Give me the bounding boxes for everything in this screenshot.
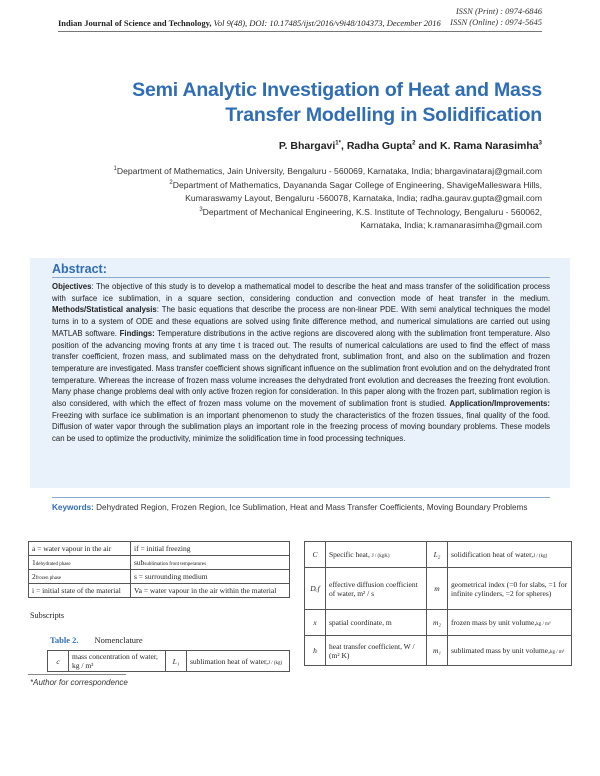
- objectives-text: : The objective of this study is to develop a mathematical model to describe the heat and mass transfer of the solidification process with surface ice sublimation, in a square section, considering conduction and convection mode of heat transfer in the medium.: [52, 282, 550, 303]
- subscripts-table: [28, 541, 290, 598]
- cell-sub: J / (kgK): [371, 554, 390, 559]
- table-cell: heat transfer coefficient, W / (m² K): [326, 636, 427, 666]
- issn-print: ISSN (Print) : 0974-6846: [455, 6, 542, 16]
- table-row: [29, 584, 290, 598]
- nomenclature-table-right: [304, 541, 572, 666]
- paper-title: Semi Analytic Investigation of Heat and Mass Transfer Modelling in Solidification: [132, 79, 542, 126]
- cell-main: sub: [134, 558, 145, 567]
- table-cell: geometrical index (=0 for slabs, =1 for infinite cylinders, =2 for spheres): [448, 568, 572, 610]
- table-cell: [448, 610, 572, 636]
- table-cell: i = initial state of the material: [29, 584, 131, 598]
- affiliation-3-line-2: Karnataka, India; k.ramanarasimha@gmail.com: [360, 220, 542, 231]
- affiliation-1-line-1: Department of Mathematics, Jain University, Bengaluru - 560069, Karnataka, India; bhargavinataraj@gmail.com: [116, 165, 542, 176]
- table-cell: L₁: [166, 651, 187, 672]
- issn-online: ISSN (Online) : 0974-5645: [450, 17, 542, 27]
- keywords-block: [52, 502, 552, 514]
- table-row: [29, 542, 290, 556]
- table-row: [48, 651, 290, 672]
- author-2-sup: 2: [412, 140, 416, 147]
- application-label: Application/Improvements:: [449, 399, 550, 409]
- findings-label: Findings:: [119, 328, 155, 338]
- table-cell: [187, 651, 290, 672]
- issn-block: [450, 6, 542, 28]
- table-cell: s = surrounding medium: [131, 570, 290, 584]
- abstract-body: [52, 281, 550, 445]
- table-row: [29, 556, 290, 570]
- table-cell: effective diffusion coefficient of water, m² / s: [326, 568, 427, 610]
- table-cell: C: [305, 542, 326, 568]
- table-cell: [131, 556, 290, 570]
- table-cell: spatial coordinate, m: [326, 610, 427, 636]
- cell-sub: dehydrated phase: [35, 562, 71, 567]
- cell-main: 1: [32, 558, 36, 567]
- author-3: K. Rama Narasimha: [440, 140, 539, 152]
- author-2: Radha Gupta: [346, 140, 413, 152]
- cell-sub: J / (kg): [533, 554, 548, 559]
- cell-main: sublimation heat of water,: [190, 656, 269, 666]
- cell-sub: sublimation front temperatures: [144, 562, 207, 567]
- findings-text: Temperature distributions in the active regions are discovered along with the sublimation front temperature. Also position of the advancing moving fronts at any time t is traced out. The results of numerical calculations are used to find the effect of mass transfer coefficient, frozen mass, and sublimated mass on the dehydrated front, sublimation front, and also on the sublimation and frozen temperature are investigated. Mass transfer coefficient shows significant influence on the sublimation front evolution and on the dehydrated front temperature. Whereas the increase of frozen mass volume increases the dehydrated front evolution and decreases the freezing front evolution. Many phase change problems deal with only active frozen region for consideration. In this paper along with the frozen part, sublimation region is also considered, with which the effect of frozen mass volume on the movement of sublimation front is studied.: [52, 328, 550, 409]
- author-1: P. Bhargavi: [278, 140, 336, 152]
- affiliation-2-line-2: Kumaraswamy Layout, Bengaluru -560078, Karnataka, India; radha.gaurav.gupta@gmail.com: [185, 193, 542, 204]
- cell-sub: kg / m³: [536, 622, 551, 627]
- table-row: [305, 636, 572, 666]
- keywords-text: Dehydrated Region, Frozen Region, Ice Sublimation, Heat and Mass Transfer Coefficients, Moving Boundary Problems: [93, 503, 528, 512]
- table-cell: if = initial freezing: [131, 542, 290, 556]
- methods-text: : The basic equations that describe the process are non-linear PDE. With semi analytical techniques the model turns in to a system of ODE and these equations are solved using finite difference method, and numerical simulations are carried out using MATLAB software.: [52, 305, 550, 338]
- table-row: [305, 610, 572, 636]
- abstract-heading: Abstract:: [52, 262, 107, 276]
- author-sep-2: and: [415, 140, 441, 152]
- subscripts-label: Subscripts: [30, 611, 65, 620]
- affiliation-3: [62, 204, 542, 233]
- table-cell: x: [305, 610, 326, 636]
- cell-main: solidification heat of water,: [451, 550, 534, 559]
- cell-main: sublimated mass by unit volume,: [451, 646, 550, 655]
- methods-label: Methods/Statistical analysis: [52, 305, 157, 315]
- table-cell: m: [427, 568, 448, 610]
- table-cell: a = water vapour in the air: [29, 542, 131, 556]
- table-cell: mass concentration of water, kg / m³: [69, 651, 166, 672]
- abstract-divider: [52, 277, 550, 278]
- table-cell: Va = water vapour in the air within the material: [131, 584, 290, 598]
- journal-reference: Vol 9(48), DOI: 10.17485/ijst/2016/v9i48/104373, December 2016: [213, 18, 441, 28]
- table-cell: m₂: [427, 610, 448, 636]
- table-2-caption: [50, 635, 143, 645]
- application-text: Freezing with surface ice sublimation is an important phenomenon to study the characteristics of the frozen tissues, final quality of the food. Diffusion of water vapor through the sublimation plays an important role in the freezing process of moving boundary problems. These models can be used to optimize the productivity, minimize the solidification time in food processing techniques.: [52, 410, 550, 444]
- keywords-divider: [52, 497, 550, 498]
- affiliation-3-sup: 3: [199, 207, 203, 213]
- author-line: [279, 140, 542, 152]
- correspondence-footnote: *Author for correspondence: [30, 678, 128, 687]
- journal-name: Indian Journal of Science and Technology,: [58, 18, 212, 28]
- table-cell: m₁: [427, 636, 448, 666]
- table-row: [29, 570, 290, 584]
- table-2-label: Table 2.: [50, 635, 79, 645]
- keywords-label: Keywords:: [52, 503, 94, 512]
- header-divider: [58, 31, 542, 32]
- cell-main: Specific heat,: [329, 550, 370, 559]
- objectives-label: Objectives: [52, 282, 92, 291]
- table-cell: [448, 636, 572, 666]
- affiliation-2: [62, 177, 542, 206]
- journal-line: [58, 18, 441, 28]
- table-cell: L₂: [427, 542, 448, 568]
- affiliation-3-line-1: Department of Mechanical Engineering, K.S. Institute of Technology, Bengaluru - 560062,: [202, 206, 542, 217]
- affiliation-2-line-1: Department of Mathematics, Dayananda Sagar College of Engineering, ShavigeMalleswara Hills,: [172, 179, 542, 190]
- table-cell: [29, 556, 131, 570]
- table-2-title: Nomenclature: [94, 635, 143, 645]
- author-1-sup: 1*: [335, 140, 341, 147]
- affiliation-2-sup: 2: [169, 180, 173, 186]
- table-cell: c: [48, 651, 69, 672]
- cell-sub: J / (kg): [268, 660, 283, 666]
- nomenclature-table-left: [47, 650, 290, 672]
- table-row: [305, 542, 572, 568]
- affiliation-1-sup: 1: [113, 166, 117, 172]
- cell-sub: kg / m³: [549, 650, 565, 655]
- table-cell: [29, 570, 131, 584]
- table-row: [305, 568, 572, 610]
- footnote-divider: [28, 674, 126, 675]
- table-cell: [448, 542, 572, 568]
- table-cell: Dₑf: [305, 568, 326, 610]
- table-cell: [326, 542, 427, 568]
- cell-sub: frozen phase: [35, 576, 62, 581]
- cell-main: frozen mass by unit volume,: [451, 618, 537, 627]
- table-cell: h: [305, 636, 326, 666]
- author-3-sup: 3: [538, 140, 542, 147]
- author-sep-1: ,: [340, 140, 347, 152]
- cell-main: 2: [32, 572, 36, 581]
